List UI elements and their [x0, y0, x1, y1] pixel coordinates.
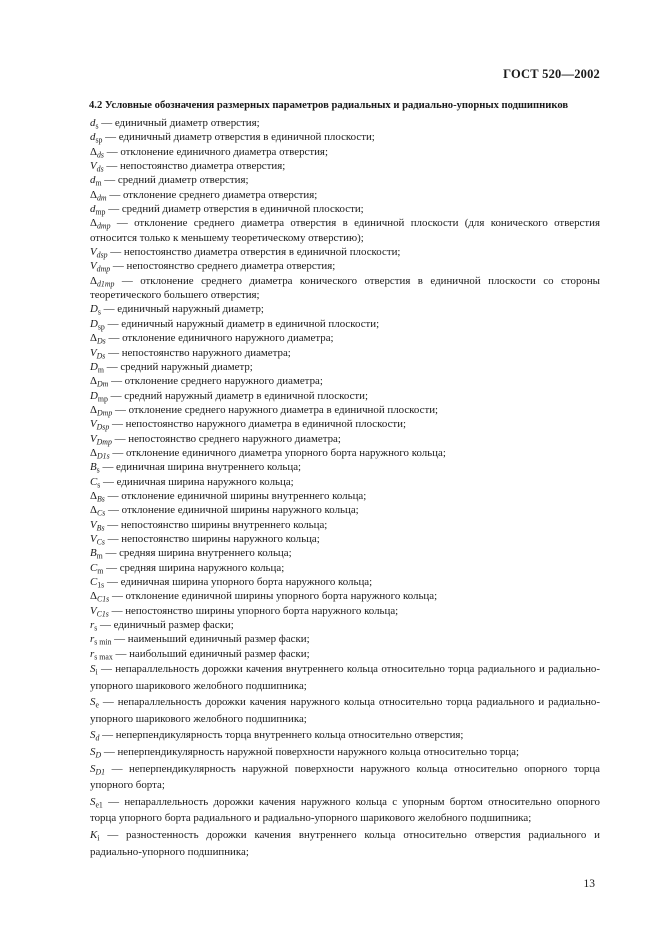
definition-symbol-subscript: i — [97, 833, 100, 843]
definition-text: — отклонение единичного диаметра отверстия; — [106, 145, 328, 158]
definition-text: — неперпендикулярность наружной поверхности наружного кольца относительно торца; — [103, 746, 519, 759]
definition-symbol-subscript: dmp — [96, 265, 111, 275]
definition-text: — наименьший единичный размер фаски; — [114, 633, 310, 646]
definition-symbol-subscript: m — [97, 365, 104, 375]
definition-text: — непостоянство ширины упорного борта наружного кольца; — [111, 604, 399, 617]
definition-text: — неперпендикулярность торца внутреннего кольца относительно отверстия; — [102, 729, 464, 742]
definition-item — [62, 727, 600, 744]
page-number: 13 — [583, 878, 595, 890]
definition-text: — отклонение единичной ширины внутреннего кольца; — [107, 489, 367, 502]
definition-symbol: C — [90, 475, 98, 488]
definition-symbol: S — [90, 729, 96, 742]
definition-symbol-subscript: d — [95, 734, 100, 744]
definition-symbol: D — [90, 303, 98, 316]
definition-symbol: V — [90, 432, 97, 445]
definition-text: — непостоянство диаметра отверстия в единичной плоскости; — [110, 246, 401, 259]
definition-symbol: D — [90, 317, 98, 330]
definition-symbol-subscript: e1 — [95, 800, 103, 810]
definition-symbol: Δ — [90, 403, 98, 416]
definition-item — [62, 216, 600, 245]
definition-item — [62, 432, 600, 446]
definition-text: — средний наружный диаметр в единичной плоскости; — [110, 389, 369, 402]
definition-symbol-subscript: s — [94, 623, 98, 633]
definition-text: — разностенность дорожки качения внутреннего кольца относительно отверстия радиального и радиально-упорного подшипника; — [90, 829, 600, 858]
definition-item — [62, 575, 600, 589]
definition-symbol: r — [90, 633, 95, 646]
definition-item — [62, 130, 600, 144]
definition-symbol: V — [90, 346, 97, 359]
definition-symbol-subscript: ds — [97, 150, 104, 160]
definition-symbol: B — [90, 547, 97, 560]
definition-item — [62, 274, 600, 303]
definition-symbol-subscript: sp — [97, 322, 105, 332]
definition-symbol: d — [90, 203, 96, 216]
definition-symbol: Δ — [90, 332, 98, 345]
definition-item — [62, 446, 600, 460]
definition-item — [62, 317, 600, 331]
definition-symbol-subscript: Dmp — [96, 437, 112, 447]
definition-item — [62, 647, 600, 661]
definition-text: — отклонение среднего наружного диаметра в единичной плоскости; — [114, 403, 439, 416]
definition-symbol-subscript: D1 — [95, 767, 106, 777]
definition-text: — отклонение единичной ширины наружного кольца; — [108, 504, 359, 517]
definition-symbol: B — [90, 461, 97, 474]
definition-symbol-subscript: D1s — [97, 451, 110, 461]
definition-symbol-subscript: Ds — [97, 336, 106, 346]
definition-symbol: S — [90, 746, 96, 759]
definition-text: — непараллельность дорожки качения наружного кольца с упорным бортом относительно опорного торца упорного борта радиального и радиально-упорного шарикового желобного подшипника; — [90, 795, 601, 825]
definition-item — [62, 389, 600, 403]
definition-symbol: Δ — [90, 188, 98, 201]
definition-symbol-subscript: D — [95, 750, 102, 760]
definition-symbol: Δ — [90, 590, 98, 603]
definition-text: — непостоянство среднего наружного диаметра; — [114, 432, 341, 445]
definition-item — [62, 417, 600, 431]
definition-text: — наибольший единичный размер фаски; — [115, 647, 310, 660]
section-title: 4.2 Условные обозначения размерных параметров радиальных и радиально-упорных подшипников — [89, 100, 569, 111]
definition-item — [62, 561, 600, 575]
definition-symbol-subscript: d1mp — [97, 279, 115, 289]
definition-symbol-subscript: s min — [94, 638, 112, 648]
definition-symbol-subscript: s — [95, 121, 99, 131]
definition-item — [62, 661, 600, 694]
definition-symbol-subscript: Ds — [96, 351, 106, 361]
definition-symbol: Δ — [90, 375, 98, 388]
definition-item — [62, 794, 600, 827]
definition-symbol: V — [90, 532, 97, 545]
definition-text: — отклонение среднего диаметра отверстия в единичной плоскости (для конического отверстия относится только к меньшему теоретическому отверстию); — [90, 217, 600, 244]
definition-text: — средний диаметр отверстия в единичной плоскости; — [108, 203, 364, 216]
definition-symbol-subscript: s — [96, 465, 100, 475]
definition-symbol-subscript: s — [97, 308, 101, 318]
definition-item — [62, 532, 600, 546]
definition-item — [62, 173, 600, 187]
definition-symbol-subscript: e — [95, 700, 99, 710]
definition-symbol: S — [90, 795, 96, 808]
definition-text: — отклонение единичного наружного диаметра; — [108, 332, 334, 345]
definition-item — [62, 761, 600, 794]
definition-item — [62, 302, 600, 316]
definition-symbol-subscript: dm — [97, 193, 107, 203]
definition-symbol: r — [90, 647, 95, 660]
definition-text: — единичная ширина внутреннего кольца; — [102, 461, 302, 474]
definition-item — [62, 331, 600, 345]
definition-symbol: S — [90, 762, 96, 775]
definition-item — [62, 202, 600, 216]
definition-symbol-subscript: i — [95, 667, 98, 677]
definition-text: — отклонение единичного диаметра упорного борта наружного кольца; — [112, 446, 446, 459]
definition-symbol-subscript: Cs — [97, 509, 106, 519]
definition-symbol: V — [90, 160, 97, 173]
definition-symbol: d — [90, 117, 96, 129]
definition-symbol-subscript: s max — [94, 652, 113, 662]
definition-symbol-subscript: s — [97, 480, 101, 490]
definition-symbol-subscript: m — [96, 552, 103, 562]
definition-item — [62, 403, 600, 417]
definition-symbol-subscript: mp — [95, 207, 106, 217]
definition-symbol: D — [90, 389, 98, 402]
definition-item — [62, 374, 600, 388]
definition-symbol: Δ — [90, 504, 98, 517]
definition-text: — непостоянство ширины внутреннего кольца; — [107, 518, 328, 531]
definition-text: — единичная ширина наружного кольца; — [103, 475, 294, 488]
definition-symbol: d — [90, 131, 96, 144]
definition-text: — отклонение единичной ширины упорного борта наружного кольца; — [111, 590, 438, 603]
definition-symbol: V — [90, 260, 97, 273]
definition-item — [62, 475, 600, 489]
definition-symbol: V — [90, 518, 97, 531]
definition-symbol: S — [90, 696, 96, 709]
definition-symbol-subscript: Dsp — [96, 422, 110, 432]
definition-item — [62, 827, 600, 860]
definition-symbol: K — [90, 829, 98, 841]
definition-text: — непостоянство наружного диаметра в единичной плоскости; — [112, 418, 407, 431]
definition-symbol-subscript: Bs — [96, 523, 105, 533]
definition-text: — единичный наружный диаметр в единичной плоскости; — [107, 317, 380, 330]
definition-symbol-subscript: Bs — [97, 494, 105, 504]
definition-text: — непостоянство диаметра отверстия; — [106, 160, 286, 173]
definition-item — [62, 503, 600, 517]
definition-item — [62, 188, 600, 202]
definition-symbol-subscript: Dm — [97, 379, 109, 389]
definition-text: — единичный диаметр отверстия; — [101, 117, 260, 129]
definition-symbol: C — [90, 576, 98, 588]
definition-item — [62, 518, 600, 532]
definition-text: — неперпендикулярность наружной поверхности наружного кольца относительно опорного торца упорного борта; — [90, 762, 600, 792]
definition-text: — отклонение среднего диаметра конического отверстия в единичной плоскости со стороны теоретического большего отверстия; — [90, 274, 600, 302]
definition-symbol: Δ — [90, 217, 98, 230]
definition-item — [62, 159, 600, 173]
definition-symbol: Δ — [90, 145, 98, 158]
definition-symbol: V — [90, 418, 97, 431]
definition-item — [62, 245, 600, 259]
definition-symbol: C — [90, 561, 98, 574]
definition-text: — средняя ширина внутреннего кольца; — [105, 547, 292, 560]
definition-text: — единичный размер фаски; — [100, 619, 234, 632]
definition-text: — единичная ширина упорного борта наружного кольца; — [106, 576, 373, 588]
definition-item — [62, 618, 600, 632]
definition-item — [62, 694, 600, 727]
definition-symbol: V — [90, 246, 97, 259]
definition-text: — непараллельность дорожки качения внутреннего кольца относительно торца радиального и радиально-упорного шарикового желобного подшипника; — [90, 663, 600, 692]
definition-symbol-subscript: m — [95, 179, 102, 189]
definition-symbol-subscript: C1s — [96, 609, 109, 619]
definition-item — [62, 589, 600, 603]
definition-text: — непостоянство наружного диаметра; — [108, 346, 291, 359]
definition-symbol-subscript: 1s — [97, 580, 105, 590]
definition-text: — непараллельность дорожки качения наружного кольца относительно торца радиального и радиально-упорного шарикового желобного подшипника; — [90, 696, 600, 725]
definition-text: — единичный наружный диаметр; — [103, 303, 264, 316]
definition-symbol-subscript: Cs — [96, 537, 105, 547]
definition-item — [62, 632, 600, 646]
definition-text: — непостоянство среднего диаметра отверстия; — [112, 260, 336, 273]
definition-symbol-subscript: m — [97, 566, 104, 576]
definition-item — [62, 346, 600, 360]
definition-item — [62, 744, 600, 761]
definition-text: — отклонение среднего диаметра отверстия; — [109, 188, 318, 201]
definition-symbol: d — [90, 174, 96, 187]
definition-symbol-subscript: dsp — [96, 250, 108, 260]
definition-symbol-subscript: dmp — [97, 222, 111, 232]
definition-symbol: Δ — [90, 274, 98, 287]
definition-symbol-subscript: Dmp — [97, 408, 113, 418]
definition-item — [62, 489, 600, 503]
definition-symbol: S — [90, 663, 96, 676]
definition-symbol: D — [90, 360, 98, 373]
definition-item — [62, 546, 600, 560]
definitions-list — [62, 116, 600, 860]
definition-text: — средний диаметр отверстия; — [104, 174, 249, 187]
standard-code-header: ГОСТ 520—2002 — [503, 67, 600, 81]
definition-symbol: Δ — [90, 446, 98, 459]
definition-item — [62, 604, 600, 618]
definition-symbol: V — [90, 604, 97, 617]
definition-item — [62, 259, 600, 273]
definition-text: — единичный диаметр отверстия в единичной плоскости; — [105, 131, 375, 144]
definition-symbol: Δ — [90, 489, 98, 502]
definition-text: — средняя ширина наружного кольца; — [106, 561, 285, 574]
definition-symbol: r — [90, 619, 95, 632]
definition-text: — средний наружный диаметр; — [106, 360, 253, 373]
definition-item — [62, 145, 600, 159]
definition-symbol-subscript: sp — [95, 136, 103, 146]
definition-text: — непостоянство ширины наружного кольца; — [107, 532, 320, 545]
definition-symbol-subscript: mp — [97, 394, 108, 404]
definition-symbol-subscript: C1s — [97, 595, 110, 605]
definition-item — [62, 360, 600, 374]
definition-text: — отклонение среднего наружного диаметра; — [111, 375, 323, 388]
definition-symbol-subscript: ds — [96, 164, 104, 174]
definition-item — [62, 116, 600, 130]
definition-item — [62, 460, 600, 474]
